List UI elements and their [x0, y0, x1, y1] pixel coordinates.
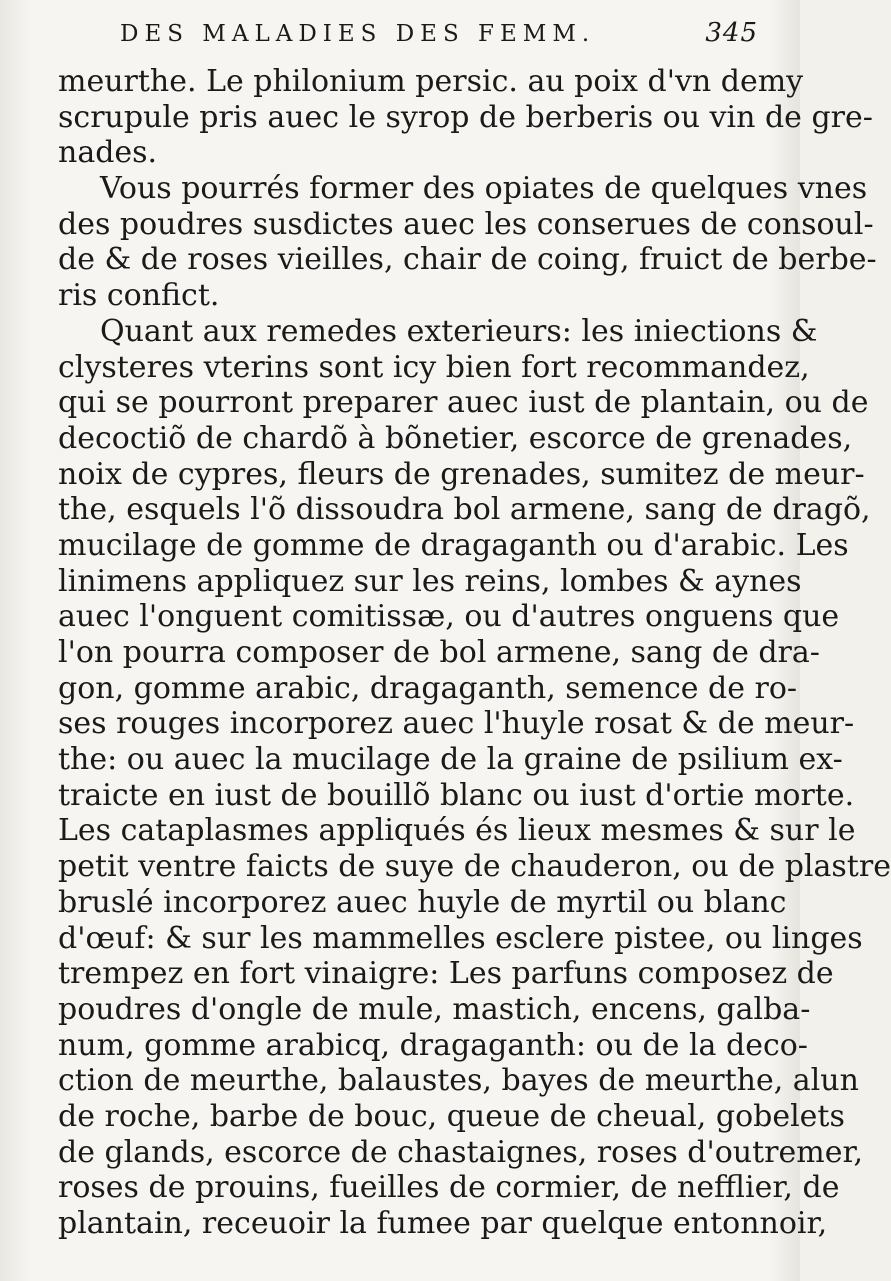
text-line: roses de prouins, fueilles de cormier, de nefflier, de [58, 1170, 840, 1206]
text-line: auec l'onguent comitissæ, ou d'autres onguens que [58, 599, 840, 635]
text-line: linimens appliquez sur les reins, lombes & aynes [58, 563, 802, 599]
text-line: num, gomme arabicq, dragaganth: ou de la deco- [58, 1027, 808, 1063]
text-line: de roche, barbe de bouc, queue de cheual, gobelets [58, 1098, 845, 1134]
text-line: ses rouges incorporez auec l'huyle rosat & de meur- [58, 706, 855, 742]
text-line: decoctiõ de chardõ à bõnetier, escorce de grenades, [58, 420, 853, 456]
text-line: scrupule pris auec le syrop de berberis ou vin de gre- [58, 99, 873, 135]
text-line: traicte en iust de bouillõ blanc ou iust d'ortie morte. [58, 777, 855, 813]
text-line: gon, gomme arabic, dragaganth, semence de ro- [58, 670, 798, 706]
text-line: noix de cypres, fleurs de grenades, sumitez de meur- [58, 456, 865, 492]
text-line: nades. [58, 135, 158, 171]
text-line: trempez en fort vinaigre: Les parfuns composez de [58, 956, 834, 992]
text-line: ction de meurthe, balaustes, bayes de meurthe, alun [58, 1063, 859, 1099]
text-line: plantain, receuoir la fumee par quelque entonnoir, [58, 1206, 828, 1241]
paragraph-first-line: Quant aux remedes exterieurs: les iniections & [100, 313, 818, 349]
text-line: petit ventre faicts de suye de chauderon, ou de plastre [58, 849, 891, 885]
text-line: qui se pourront preparer auec iust de plantain, ou de [58, 385, 869, 421]
running-head [120, 18, 758, 62]
text-line: the: ou auec la mucilage de la graine de psilium ex- [58, 742, 843, 778]
text-line: mucilage de gomme de dragaganth ou d'arabic. Les [58, 527, 849, 563]
body-text [58, 64, 891, 1242]
text-line: l'on pourra composer de bol armene, sang de dra- [58, 635, 820, 670]
text-line: d'œuf: & sur les mammelles esclere pistee, ou linges [58, 920, 863, 956]
text-line: de glands, escorce de chastaignes, roses d'outremer, [58, 1134, 864, 1170]
text-line: des poudres susdictes auec les conserues de consoul- [58, 206, 874, 242]
text-line: Les cataplasmes appliqués és lieux mesmes & sur le [58, 813, 856, 849]
text-line: poudres d'ongle de mule, mastich, encens, galba- [58, 991, 811, 1027]
paragraph-first-line: Vous pourrés former des opiates de quelques vnes [100, 171, 868, 207]
text-line: the, esquels l'õ dissoudra bol armene, sang de dragõ, [58, 492, 871, 528]
text-line: ris confict. [58, 278, 220, 314]
running-title: DES MALADIES DES FEMM. [120, 21, 596, 47]
page-number: 345 [705, 18, 758, 48]
text-line: de & de roses vieilles, chair de coing, fruict de berbe- [58, 242, 877, 278]
text-line: meurthe. Le philonium persic. au poix d'vn demy [58, 64, 804, 99]
text-line: clysteres vterins sont icy bien fort recommandez, [58, 349, 810, 385]
text-line: bruslé incorporez auec huyle de myrtil ou blanc [58, 884, 787, 920]
